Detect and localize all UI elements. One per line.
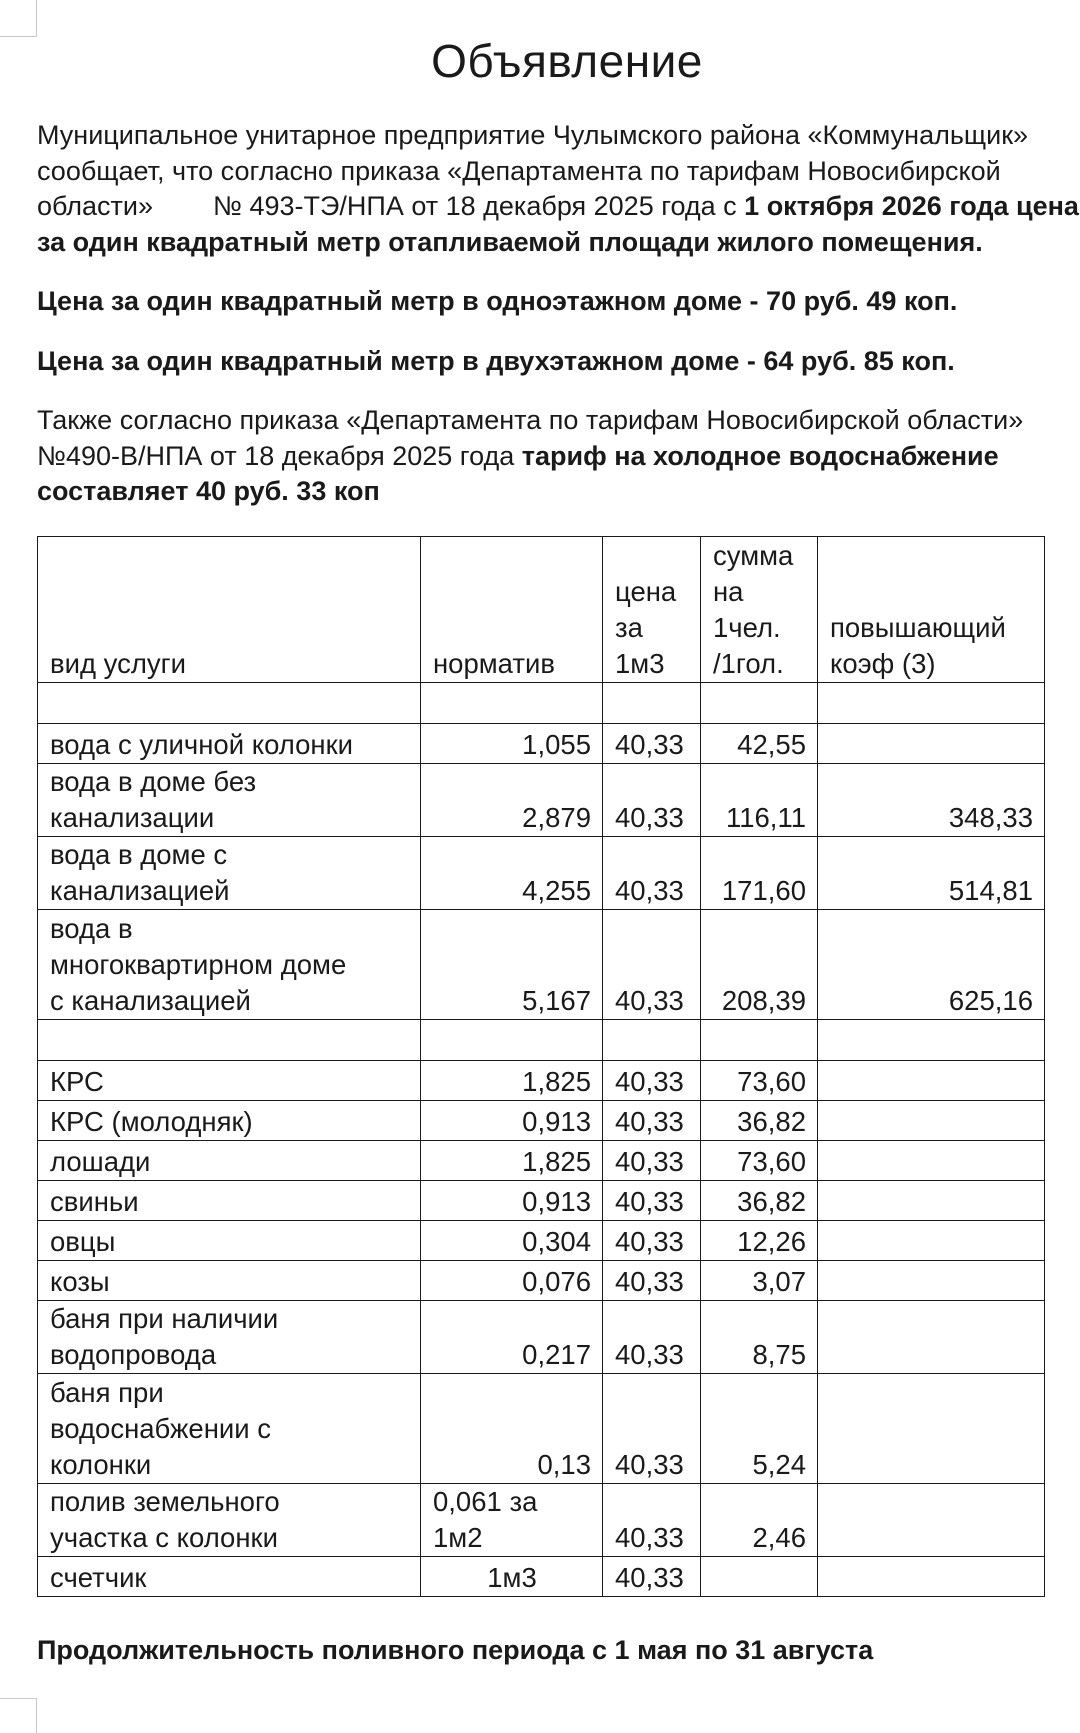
cell-norm: 0,061 за 1м2	[421, 1484, 603, 1557]
cell-price: 40,33	[603, 1301, 701, 1374]
cell-service: лошади	[38, 1141, 421, 1181]
cell-norm: 1,055	[421, 724, 603, 764]
cell-service: счетчик	[38, 1557, 421, 1597]
cell-sum: 2,46	[701, 1484, 818, 1557]
intro-line-3-bold: 1 октября 2026 года цена	[744, 191, 1079, 221]
cell-price: 40,33	[603, 1557, 701, 1597]
water-line-1: Также согласно приказа «Департамента по тарифам Новосибирской области»	[37, 405, 1024, 435]
page-corner-mark-top	[0, 0, 37, 37]
cell-price: 40,33	[603, 1374, 701, 1484]
table-row	[38, 1061, 1045, 1101]
cell-price: 40,33	[603, 1221, 701, 1261]
table-row	[38, 1101, 1045, 1141]
header-coef: повышающий коэф (3)	[818, 537, 1045, 683]
table-row	[38, 837, 1045, 910]
cell-sum: 5,24	[701, 1374, 818, 1484]
table-row	[38, 1301, 1045, 1374]
cell-sum: 116,11	[701, 764, 818, 837]
cell-service: баня при наличии водопровода	[38, 1301, 421, 1374]
cell-service: вода в многоквартирном доме с канализацией	[38, 910, 421, 1020]
cell-norm: 0,076	[421, 1261, 603, 1301]
cell-sum: 36,82	[701, 1101, 818, 1141]
cell-coef: 625,16	[818, 910, 1045, 1020]
cell-price: 40,33	[603, 1061, 701, 1101]
cell-norm: 0,913	[421, 1181, 603, 1221]
water-line-2-bold: тариф на холодное водоснабжение	[521, 440, 999, 471]
table-row	[38, 764, 1045, 837]
cell-sum: 12,26	[701, 1221, 818, 1261]
header-sum: сумма на 1чел. /1гол.	[701, 537, 818, 683]
header-service: вид услуги	[38, 537, 421, 683]
cell-sum: 73,60	[701, 1061, 818, 1101]
cell-norm: 1,825	[421, 1061, 603, 1101]
intro-line-3b: № 493-ТЭ/НПА от 18 декабря 2025 года с	[213, 191, 745, 221]
page-corner-mark-bottom	[0, 1698, 37, 1733]
table-row-empty	[38, 1020, 1045, 1061]
table-row	[38, 1557, 1045, 1597]
cell-sum: 73,60	[701, 1141, 818, 1181]
price-one-storey: Цена за один квадратный метр в одноэтажном доме - 70 руб. 49 коп.	[37, 286, 958, 316]
cell-sum: 42,55	[701, 724, 818, 764]
intro-line-2: сообщает, что согласно приказа «Департамента по тарифам Новосибирской	[37, 155, 1001, 186]
cell-service: козы	[38, 1261, 421, 1301]
cell-price: 40,33	[603, 724, 701, 764]
price-two-storey: Цена за один квадратный метр в двухэтажном доме - 64 руб. 85 коп.	[37, 346, 955, 376]
cell-norm: 1м3	[421, 1557, 603, 1597]
watering-period-note: Продолжительность поливного периода с 1 мая по 31 августа	[37, 1635, 874, 1665]
cell-price: 40,33	[603, 910, 701, 1020]
table-header-row	[38, 537, 1045, 683]
table-row-empty	[38, 683, 1045, 724]
table-row	[38, 724, 1045, 764]
cell-norm: 2,879	[421, 764, 603, 837]
table-row	[38, 1261, 1045, 1301]
tariff-table	[37, 536, 1045, 1597]
header-price: цена за 1м3	[603, 537, 701, 683]
cell-price: 40,33	[603, 1141, 701, 1181]
intro-line-1: Муниципальное унитарное предприятие Чулымского района «Коммунальщик»	[37, 120, 1029, 150]
cell-norm: 0,304	[421, 1221, 603, 1261]
cell-norm: 0,913	[421, 1101, 603, 1141]
cell-sum: 208,39	[701, 910, 818, 1020]
table-row	[38, 1221, 1045, 1261]
document-title: Объявление	[431, 35, 703, 87]
cell-price: 40,33	[603, 764, 701, 837]
table-row	[38, 1181, 1045, 1221]
table-row	[38, 910, 1045, 1020]
cell-service: баня при водоснабжении с колонки	[38, 1374, 421, 1484]
cell-norm: 0,217	[421, 1301, 603, 1374]
water-line-2a: №490-В/НПА от 18 декабря 2025 года	[37, 440, 522, 471]
cell-norm: 5,167	[421, 910, 603, 1020]
cell-service: КРС	[38, 1061, 421, 1101]
intro-line-4-bold: за один квадратный метр отапливаемой площади жилого помещения.	[37, 226, 983, 257]
cell-price: 40,33	[603, 1181, 701, 1221]
cell-coef	[818, 724, 1045, 764]
table-row	[38, 1141, 1045, 1181]
cell-norm: 4,255	[421, 837, 603, 910]
cell-norm: 0,13	[421, 1374, 603, 1484]
water-line-3-bold: составляет 40 руб. 33 коп	[37, 476, 380, 506]
cell-sum: 36,82	[701, 1181, 818, 1221]
cell-price: 40,33	[603, 1261, 701, 1301]
table-row	[38, 1374, 1045, 1484]
cell-service: овцы	[38, 1221, 421, 1261]
cell-service: полив земельного участка с колонки	[38, 1484, 421, 1557]
cell-service: КРС (молодняк)	[38, 1101, 421, 1141]
cell-coef: 514,81	[818, 837, 1045, 910]
cell-sum: 3,07	[701, 1261, 818, 1301]
cell-sum: 171,60	[701, 837, 818, 910]
intro-paragraph	[37, 118, 1079, 260]
cell-coef: 348,33	[818, 764, 1045, 837]
header-norm: норматив	[421, 537, 603, 683]
cell-service: вода с уличной колонки	[38, 724, 421, 764]
cell-service: свиньи	[38, 1181, 421, 1221]
cell-service: вода в доме без канализации	[38, 764, 421, 837]
cell-norm: 1,825	[421, 1141, 603, 1181]
water-tariff-paragraph	[37, 403, 1023, 510]
cell-price: 40,33	[603, 837, 701, 910]
table-row	[38, 1484, 1045, 1557]
cell-service: вода в доме с канализацией	[38, 837, 421, 910]
intro-line-3a: области»	[37, 191, 154, 221]
cell-price: 40,33	[603, 1101, 701, 1141]
cell-sum: 8,75	[701, 1301, 818, 1374]
cell-price: 40,33	[603, 1484, 701, 1557]
